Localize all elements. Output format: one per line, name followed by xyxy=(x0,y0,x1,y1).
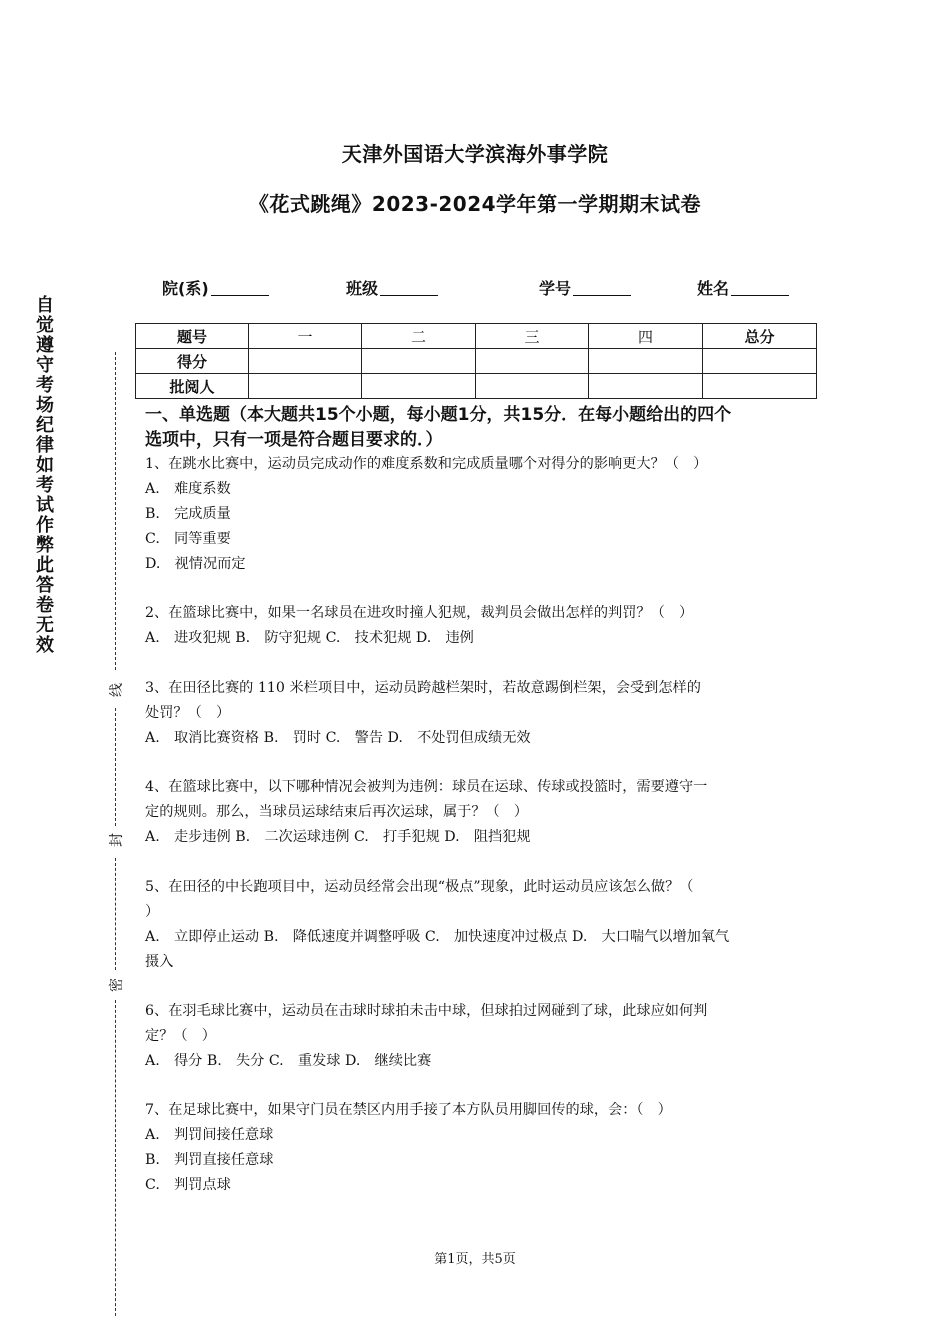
question-stem: 6、在羽毛球比赛中，运动员在击球时球拍未击中球，但球拍过网碰到了球，此球应如何判 xyxy=(145,1003,708,1019)
side-notice-char: 自 xyxy=(36,295,54,316)
score-cell[interactable] xyxy=(476,349,589,374)
column-two: 二 xyxy=(362,324,476,349)
score-table xyxy=(135,323,817,399)
seal-mark-secret: 密 xyxy=(106,975,126,995)
side-notice-char: 纪 xyxy=(36,415,54,436)
side-notice-char: 效 xyxy=(36,635,54,656)
grader-cell[interactable] xyxy=(476,374,589,399)
options-line[interactable]: A. 得分 B. 失分 C. 重发球 D. 继续比赛 xyxy=(145,1053,432,1069)
department-label: 院(系) xyxy=(162,279,209,298)
question-stem: 4、在篮球比赛中，以下哪种情况会被判为违例：球员在运球、传球或投篮时，需要遵守一 xyxy=(145,779,708,795)
side-notice-char: 考 xyxy=(36,475,54,496)
question-4 xyxy=(145,775,810,850)
student-id-label: 学号 xyxy=(539,279,572,298)
seal-dashed-line xyxy=(115,352,116,670)
question-stem-cont: 定的规则。那么，当球员运球结束后再次运球，属于？（ ） xyxy=(145,804,529,820)
option-b[interactable]: B. 完成质量 xyxy=(145,506,231,522)
question-3 xyxy=(145,676,810,751)
side-notice-char: 律 xyxy=(36,435,54,456)
row-label-grader: 批阅人 xyxy=(136,374,249,399)
department-blank[interactable] xyxy=(211,281,269,296)
name-label: 姓名 xyxy=(697,279,730,298)
question-stem-cont: 处罚？（ ） xyxy=(145,705,231,721)
column-one: 一 xyxy=(249,324,362,349)
side-notice-char: 觉 xyxy=(36,315,54,336)
question-5 xyxy=(145,875,810,975)
section-heading-line: 一、单选题（本大题共15个小题，每小题1分，共15分．在每小题给出的四个 xyxy=(145,405,732,425)
column-three: 三 xyxy=(476,324,589,349)
seal-mark-seal: 封 xyxy=(106,830,126,850)
exam-title: 《花式跳绳》2023-2024学年第一学期期末试卷 xyxy=(248,192,702,216)
side-notice-char: 无 xyxy=(36,615,54,636)
score-table-header-row xyxy=(136,324,817,349)
class-field[interactable] xyxy=(346,276,438,299)
question-stem: 2、在篮球比赛中，如果一名球员在进攻时撞人犯规，裁判员会做出怎样的判罚？（ ） xyxy=(145,605,694,621)
seal-dashed-line xyxy=(115,858,116,970)
column-total: 总分 xyxy=(703,324,817,349)
grader-cell[interactable] xyxy=(703,374,817,399)
section-heading xyxy=(145,403,815,453)
class-blank[interactable] xyxy=(380,281,438,296)
side-notice-char: 试 xyxy=(36,495,54,516)
side-notice-char: 答 xyxy=(36,575,54,596)
grader-cell[interactable] xyxy=(589,374,703,399)
question-stem-cont: ） xyxy=(145,904,160,920)
options-line[interactable]: A. 取消比赛资格 B. 罚时 C. 警告 D. 不处罚但成绩无效 xyxy=(145,730,531,746)
side-notice-char: 考 xyxy=(36,375,54,396)
side-notice-char: 场 xyxy=(36,395,54,416)
options-line[interactable]: A. 立即停止运动 B. 降低速度并调整呼吸 C. 加快速度冲过极点 D. 大口喘气以增加氧气 xyxy=(145,929,730,945)
row-label-number: 题号 xyxy=(136,324,249,349)
option-c[interactable]: C. 同等重要 xyxy=(145,531,231,547)
grader-cell[interactable] xyxy=(249,374,362,399)
side-notice-char: 弊 xyxy=(36,535,54,556)
score-cell[interactable] xyxy=(703,349,817,374)
side-notice-char: 如 xyxy=(36,455,54,476)
side-notice xyxy=(32,296,58,656)
options-line-cont[interactable]: 摄入 xyxy=(145,954,174,970)
section-heading-line: 选项中，只有一项是符合题目要求的．） xyxy=(145,430,443,450)
name-blank[interactable] xyxy=(731,281,789,296)
question-2 xyxy=(145,601,810,651)
row-label-score: 得分 xyxy=(136,349,249,374)
question-1 xyxy=(145,452,810,577)
student-id-blank[interactable] xyxy=(573,281,631,296)
score-row xyxy=(136,349,817,374)
page-footer: 第1页，共5页 xyxy=(434,1252,516,1267)
column-four: 四 xyxy=(589,324,703,349)
school-title: 天津外国语大学滨海外事学院 xyxy=(341,142,609,166)
question-6 xyxy=(145,999,810,1074)
seal-mark-line: 线 xyxy=(106,680,126,700)
side-notice-char: 遵 xyxy=(36,335,54,356)
options-line[interactable]: A. 进攻犯规 B. 防守犯规 C. 技术犯规 D. 违例 xyxy=(145,630,474,646)
option-d[interactable]: D. 视情况而定 xyxy=(145,556,246,572)
name-field[interactable] xyxy=(697,276,789,299)
class-label: 班级 xyxy=(346,279,379,298)
question-stem: 1、在跳水比赛中，运动员完成动作的难度系数和完成质量哪个对得分的影响更大？（ ） xyxy=(145,456,708,472)
question-stem: 3、在田径比赛的 110 米栏项目中，运动员跨越栏架时，若故意踢倒栏架，会受到怎样的 xyxy=(145,680,701,696)
student-id-field[interactable] xyxy=(539,276,631,299)
options-line[interactable]: A. 走步违例 B. 二次运球违例 C. 打手犯规 D. 阻挡犯规 xyxy=(145,829,531,845)
grader-row xyxy=(136,374,817,399)
option-c[interactable]: C. 判罚点球 xyxy=(145,1177,231,1193)
option-a[interactable]: A. 难度系数 xyxy=(145,481,231,497)
option-b[interactable]: B. 判罚直接任意球 xyxy=(145,1152,274,1168)
side-notice-char: 此 xyxy=(36,555,54,576)
side-notice-char: 守 xyxy=(36,355,54,376)
grader-cell[interactable] xyxy=(362,374,476,399)
question-stem: 5、在田径的中长跑项目中，运动员经常会出现“极点”现象，此时运动员应该怎么做？（ xyxy=(145,879,694,895)
score-cell[interactable] xyxy=(589,349,703,374)
option-a[interactable]: A. 判罚间接任意球 xyxy=(145,1127,274,1143)
side-notice-char: 作 xyxy=(36,515,54,536)
side-notice-char: 卷 xyxy=(36,595,54,616)
score-cell[interactable] xyxy=(362,349,476,374)
department-field[interactable] xyxy=(162,276,269,299)
question-stem: 7、在足球比赛中，如果守门员在禁区内用手接了本方队员用脚回传的球，会：（ ） xyxy=(145,1102,672,1118)
question-7 xyxy=(145,1098,810,1198)
seal-dashed-line xyxy=(115,1000,116,1316)
score-cell[interactable] xyxy=(249,349,362,374)
question-stem-cont: 定？（ ） xyxy=(145,1028,216,1044)
seal-dashed-line xyxy=(115,708,116,826)
